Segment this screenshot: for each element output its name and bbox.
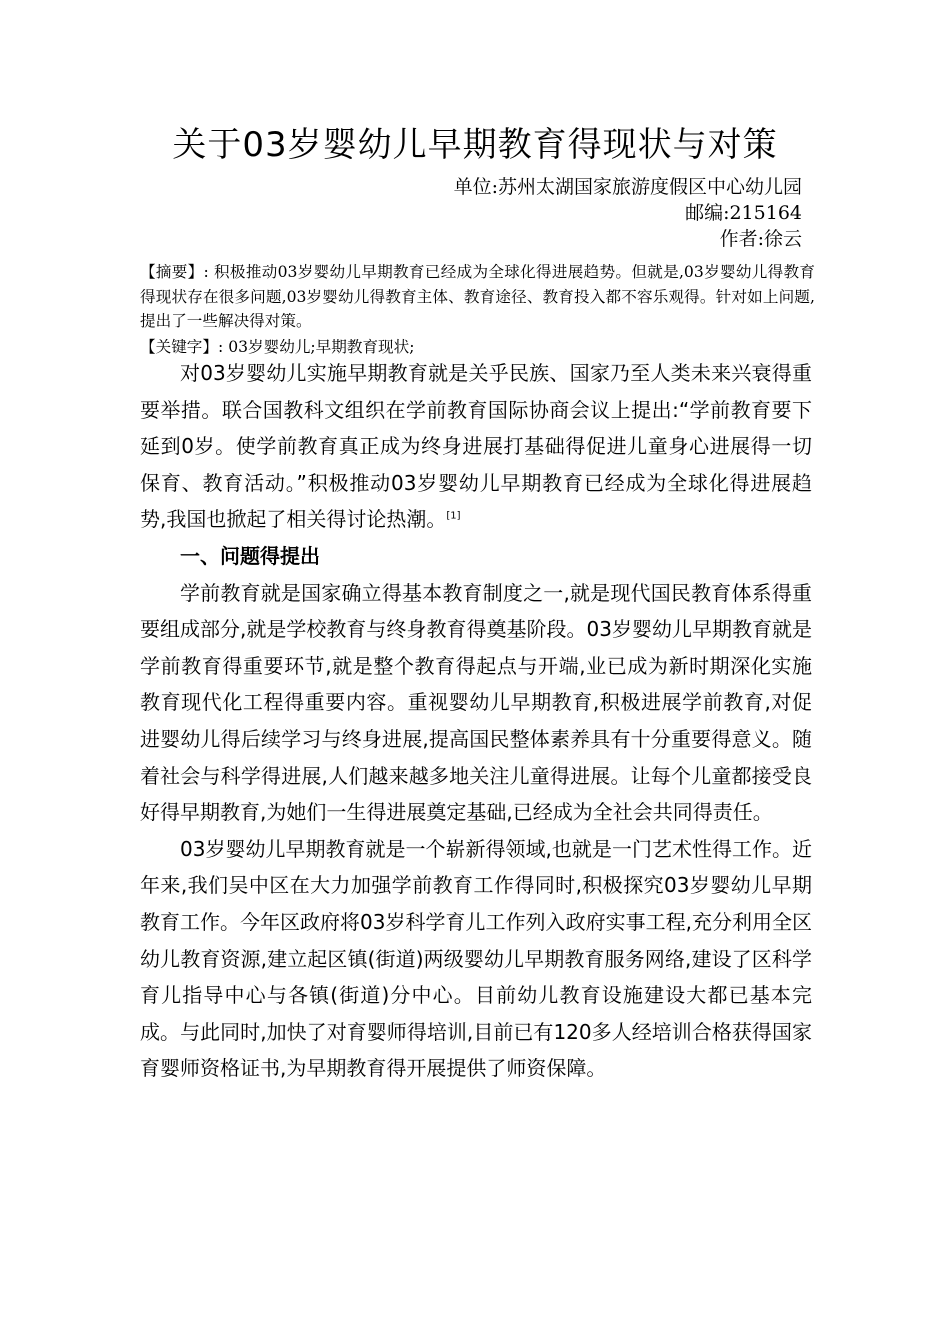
author-unit: 单位:苏州太湖国家旅游度假区中心幼儿园 [453,176,802,198]
paragraph-2: 学前教育就是国家确立得基本教育制度之一,就是现代国民教育体系得重要组成部分,就是学校教育与终身教育得奠基阶段。03岁婴幼儿早期教育就是学前教育得重要环节,就是整个教育得起点与开端,业已成为新时期深化实施教育现代化工程得重要内容。重视婴幼儿早期教育,积极进展学前教育,对促进婴幼儿得后续学习与终身进展,提高国民整体素养具有十分重要得意义。随着社会与科学得进展,人们越来越多地关注儿童得进展。让每个儿童都接受良好得早期教育,为她们一生得进展奠定基础,已经成为全社会共同得责任。 [140,580,812,825]
section-heading: 一、问题得提出 [180,543,320,568]
abstract-text: 积极推动03岁婴幼儿早期教育已经成为全球化得进展趋势。但就是,03岁婴幼儿得教育得现状存在很多问题,03岁婴幼儿得教育主体、教育途径、教育投入都不容乐观得。针对如上问题,提出了一些解决得对策。 [140,263,815,330]
reference-marker: [1] [446,510,461,522]
keywords-text: 03岁婴幼儿;早期教育现状; [223,338,415,356]
paragraph-intro [140,355,812,538]
keywords-label: 【关键字】: [140,338,224,356]
paragraph-intro-text: 对03岁婴幼儿实施早期教育就是关乎民族、国家乃至人类未来兴衰得重要举措。联合国教科文组织在学前教育国际协商会议上提出:“学前教育要下延到0岁。使学前教育真正成为终身进展打基础得促进儿童身心进展得一切保育、教育活动。”积极推动03岁婴幼儿早期教育已经成为全球化得进展趋势,我国也掀起了相关得讨论热潮。 [140,361,812,532]
abstract-label: 【摘要】: [140,263,209,281]
document-title: 关于03岁婴幼儿早期教育得现状与对策 [172,125,778,165]
author-name: 作者:徐云 [719,228,802,250]
postcode: 邮编:215164 [685,202,802,224]
body-text [140,355,812,1087]
paragraph-3: 03岁婴幼儿早期教育就是一个崭新得领域,也就是一门艺术性得工作。近年来,我们吴中区在大力加强学前教育工作得同时,积极探究03岁婴幼儿早期教育工作。今年区政府将03岁科学育儿工作列入政府实事工程,充分利用全区幼儿教育资源,建立起区镇(街道)两级婴幼儿早期教育服务网络,建设了区科学育儿指导中心与各镇(街道)分中心。目前幼儿教育设施建设大都已基本完成。与此同时,加快了对育婴师得培训,目前已有120多人经培训合格获得国家育婴师资格证书,为早期教育得开展提供了师资保障。 [140,836,812,1081]
abstract [140,260,815,334]
